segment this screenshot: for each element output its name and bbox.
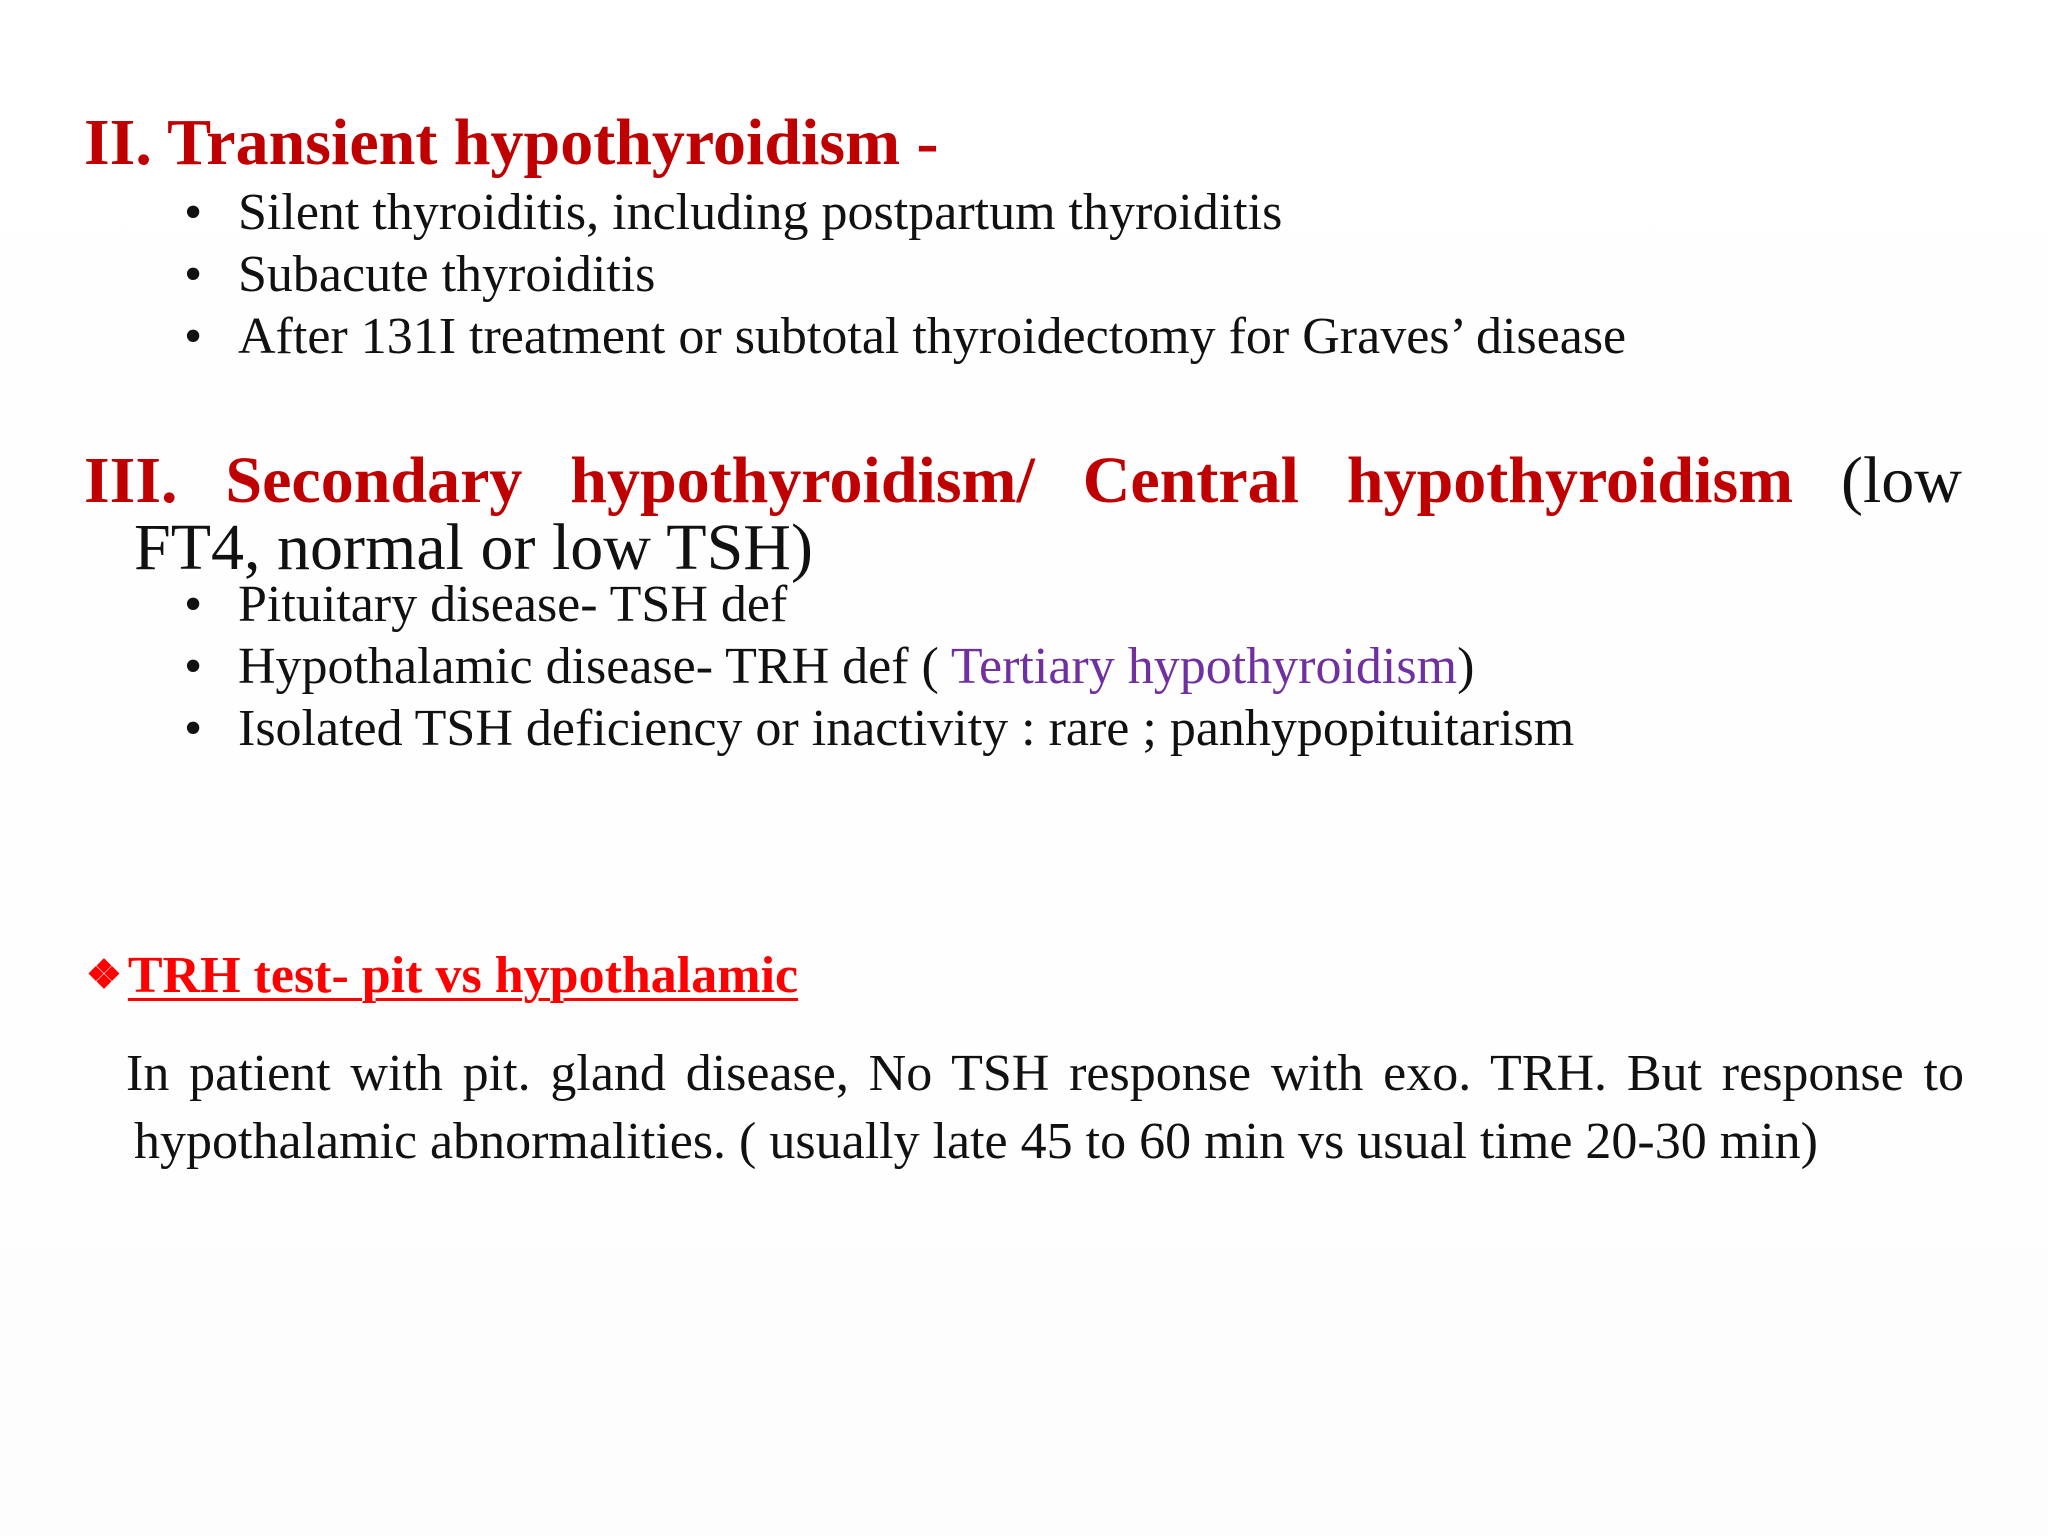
trh-test-heading: [86, 944, 798, 1007]
heading-word: hypothyroidism: [1346, 444, 1794, 517]
bullet-icon: •: [184, 576, 203, 633]
list-item: [184, 636, 1574, 698]
list-item: [184, 306, 1626, 368]
bullet-icon: •: [184, 308, 203, 365]
section3-heading-line: [84, 444, 1962, 518]
list-item: [184, 698, 1574, 760]
list-item-text: Silent thyroiditis, including postpartum thyroiditis: [238, 184, 1283, 241]
heading-word: hypothyroidism/: [570, 444, 1035, 517]
heading-word: Central: [1082, 444, 1299, 517]
section3-heading: [84, 444, 1962, 584]
section2-bullet-list: [184, 182, 1626, 368]
list-item-prefix: Hypothalamic disease- TRH def (: [238, 638, 939, 695]
list-item: [184, 574, 1574, 636]
section3-bullet-list: [184, 574, 1574, 760]
list-item-text: After 131I treatment or subtotal thyroidectomy for Graves’ disease: [238, 308, 1627, 365]
diamond-bullet-icon: ❖: [86, 952, 122, 997]
heading-word: III.: [84, 444, 178, 517]
bullet-icon: •: [184, 638, 203, 695]
list-item: [184, 182, 1626, 244]
bullet-icon: •: [184, 246, 203, 303]
list-item-text: Pituitary disease- TSH def: [238, 576, 788, 633]
tertiary-highlight: Tertiary hypothyroidism: [938, 638, 1458, 695]
section3-heading-continuation: FT4, normal or low TSH): [134, 511, 813, 584]
trh-test-paragraph: In patient with pit. gland disease, No TSH response with exo. TRH. But response to hypothalamic abnormalities. ( usually late 45 to 60 min vs usual time 20-30 min): [126, 1045, 1964, 1170]
heading-word: Secondary: [225, 444, 523, 517]
list-item-text: Isolated TSH deficiency or inactivity : rare ; panhypopituitarism: [238, 700, 1575, 757]
heading-tail: (low: [1840, 444, 1962, 517]
list-item-suffix: ): [1457, 638, 1475, 695]
bullet-icon: •: [184, 700, 203, 757]
section2-heading: II. Transient hypothyroidism -: [84, 106, 939, 179]
trh-test-title: TRH test- pit vs hypothalamic: [127, 947, 799, 1004]
list-item: [184, 244, 1626, 306]
list-item-text: Subacute thyroiditis: [238, 246, 656, 303]
bullet-icon: •: [184, 184, 203, 241]
